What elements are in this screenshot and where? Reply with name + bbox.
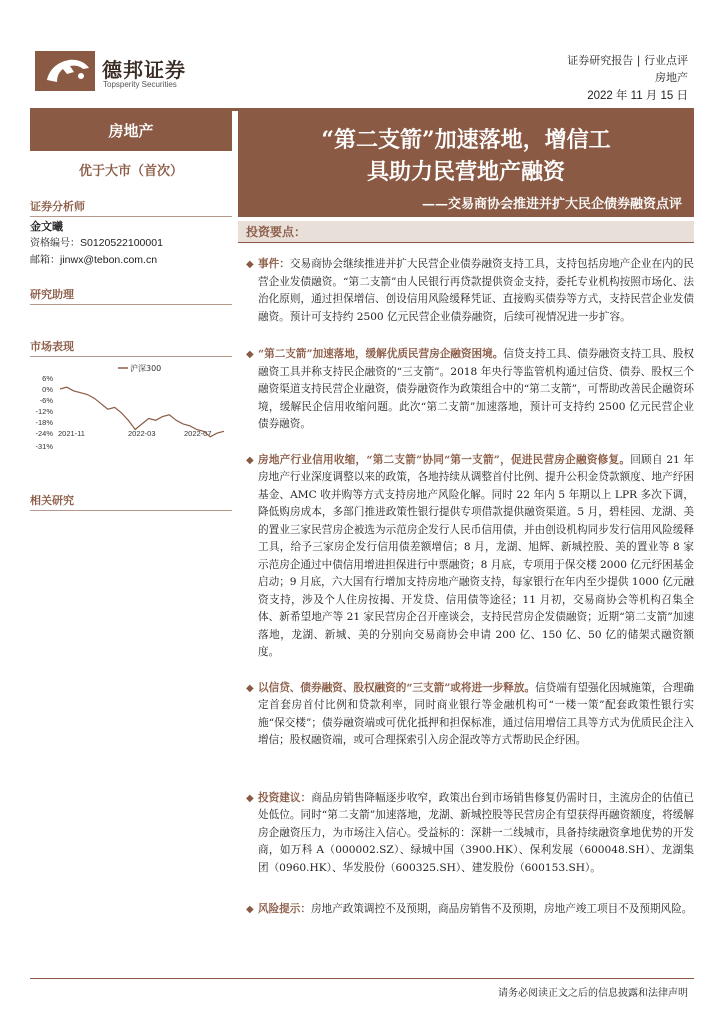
point-second-arrow [244,346,694,434]
cert-number: S0120522100001 [80,237,163,249]
point-body: 商品房销售降幅逐步收窄，政策出台到市场销售修复仍需时日，主流房企的估值已处低位。同时“第二支箭”加速落地，龙湖、新城控股等民营房企有望获得再融资额度，将缓解房企融资压力，为市场注入信心。受益标的：深耕一二线城市，具备持续融资拿地优势的开发商，如万科 A（000002.SZ）、绿城中国（3900.HK）、保利发展（600048.SH）、龙湖集团（0960.HK）、华发股份（600325.SH）、建发股份（600153.SH）。 [258,791,695,874]
analyst-name: 金文曦 [30,220,63,233]
market-section-title: 市场表现 [30,338,232,357]
key-points-heading: 投资要点： [238,221,694,243]
point-lead: 以信贷、债券融资、股权融资的“三支箭”或将进一步释放。 [258,681,536,694]
bullet-icon: ◆ [246,682,254,694]
analyst-email[interactable]: jinwx@tebon.com.cn [60,254,158,266]
x-tick-label: 2022-07 [184,429,212,439]
y-tick-label: -24% [35,429,53,439]
report-subtitle: ——交易商协会推进并扩大民企债券融资点评 [421,197,682,212]
tebon-logo-icon [33,50,97,92]
report-title-box [238,111,694,217]
point-three-arrows [244,680,694,750]
bullet-icon: ◆ [246,349,254,360]
point-investment-advice [244,790,694,878]
report-meta [567,52,688,105]
brand-logo [33,50,186,96]
y-tick-label: 0% [42,385,53,395]
y-tick-label: -31% [35,442,53,451]
footer-disclaimer: 请务必阅读正文之后的信息披露和法律声明 [498,988,688,999]
legend-label: 沪深300 [130,364,162,373]
point-lead: 投资建议： [258,791,312,804]
y-tick-label: 6% [42,374,53,383]
x-tick-label: 2021-11 [58,429,85,439]
bullet-icon: ◆ [246,259,254,270]
analyst-info [30,218,232,269]
logo-chinese-name: 德邦证券 [102,58,186,82]
point-lead: 风险提示： [258,903,311,915]
key-points [244,252,694,919]
report-industry: 房地产 [655,71,688,84]
analyst-section-title: 证券分析师 [30,198,232,217]
bullet-icon: ◆ [246,792,254,804]
point-lead: “第二支箭”加速落地，缓解优质民营房企融资困境。 [258,348,504,360]
related-section-title: 相关研究 [30,492,232,511]
point-lead: 事件： [258,258,290,270]
point-risk-warning [244,901,694,919]
report-date: 2022 年 11 月 15 日 [587,90,688,102]
point-body: 信贷端有望强化因城施策，合理确定首套房首付比例和贷款利率，同时商业银行等金融机构可“一楼一策”配套政策性银行实施“保交楼”；债券融资端或可优化抵押和担保标准，通过信用增信工具等方式为优质民企注入增信；股权融资端，或可合理探索引入房企混改等方式帮助民企纾困。 [258,681,695,746]
report-title-line2: 具助力民营地产融资 [366,159,565,185]
bullet-icon: ◆ [246,904,254,915]
report-title-line1: “第二支箭”加速落地，增信工 [321,127,611,153]
y-tick-label: -6% [39,396,53,406]
point-body: 信贷支持工具、债券融资支持工具、股权融资工具并称支持民企融资的“三支箭”。2018 年央行等监管机构通过信贷、债券、股权三个融资渠道支持民营企业融资，债券融资作为政策组合中的“第二支箭”，可帮助改善民企融资环境，缓解民企信用收缩问题。此次“第二支箭”加速落地，预计可支持约 2500 亿元民营企业债券融资。 [258,348,695,430]
report-type: 证券研究报告 | 行业点评 [567,54,688,67]
point-body: 回顾自 21 年房地产行业深度调整以来的政策，各地持续从调整首付比例、提升公积金贷款额度、地产纾困基金、AMC 收并购等方式支持房地产风险化解。同时 22 年内 5 年期以上 LPR 多次下调，降低购房成本，多部门推进政策性银行提供专项借款提供融资渠道。5 月，碧桂园、龙湖、美的置业三家民营房企被选为示范房企发行人民币信用债，并由创设机构同步发行信用风险缓释工具，给予三家房企发行信用债差额增信；8 月，龙湖、旭辉、新城控股、美的置业等 8 家示范房企通过中债信用增进担保进行中票融资；8 月底，专项用于保交楼 2000 亿元纾困基金启动；9 月底，六大国有行增加支持房地产融资支持，每家银行在年内至少提供 1000 亿元融资支持，涉及个人住房按揭、开发贷、信用债等途径；11 月初，交易商协会等机构召集全体、新希望地产等 21 家民营房企召开座谈会，支持民营房企发债融资；近期“第二支箭”加速落地，龙湖、新城、美的分别向交易商协会申请 200 亿、150 亿、50 亿的储架式融资额度。 [258,453,695,658]
email-label: 邮箱： [30,255,60,266]
bullet-icon: ◆ [246,454,254,466]
cert-label: 资格编号： [30,238,80,249]
point-body: 房地产政策调控不及预期，商品房销售不及预期，房地产竣工项目不及预期风险。 [310,903,693,915]
logo-english-name: Topsperity Securities [103,80,177,89]
y-tick-label: -18% [35,418,53,428]
industry-label: 房地产 [30,111,232,151]
point-event [244,256,694,326]
point-body: 交易商协会继续推进并扩大民营企业债券融资支持工具，支持包括房地产企业在内的民营企业发债融资。“第二支箭”由人民银行再贷款提供资金支持，委托专业机构按照市场化、法治化原则，通过担保增信、创设信用风险缓释凭证、直接购买债券等方式，支持民营企业发债融资。预计可支持约 2500 亿元民营企业债券融资，后续可视情况进一步扩容。 [258,258,694,323]
point-credit-contraction [244,452,694,662]
assistant-section-title: 研究助理 [30,286,232,305]
footer-rule [30,978,694,979]
market-performance-chart [30,360,232,460]
y-tick-label: -12% [35,407,53,417]
x-tick-label: 2022-03 [128,429,156,439]
rating-label: 优于大市（首次） [78,164,183,179]
point-lead: 房地产行业信用收缩，“第二支箭”协同“第一支箭”，促进民营房企融资修复。 [258,453,631,466]
